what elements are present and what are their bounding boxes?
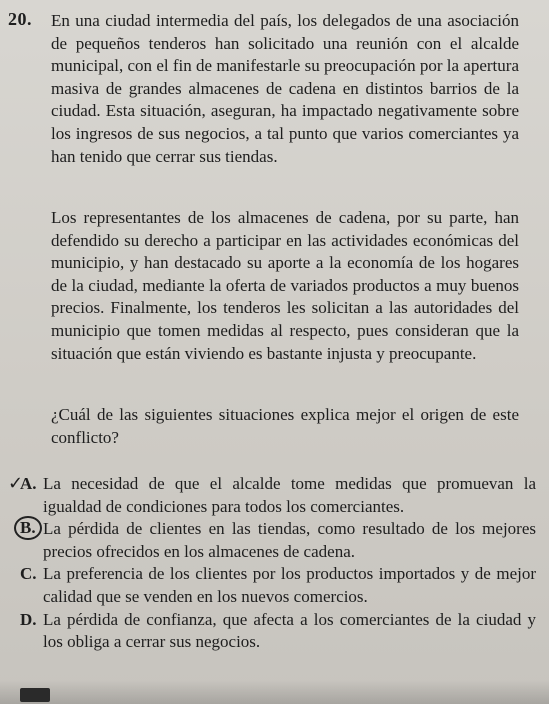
option-letter: D. xyxy=(20,609,37,629)
option-a[interactable] xyxy=(8,473,536,518)
answer-options xyxy=(8,473,536,654)
option-text: La pérdida de confianza, que afecta a los comerciantes de la ciudad y los obliga a cerrar sus negocios. xyxy=(43,609,536,652)
context-paragraph-2: Los representantes de los almacenes de cadena, por su parte, han defendido su derecho a participar en las actividades económicas del municipio, y han destacado su aporte a la economía de los hogares de la ciudad, mediante la oferta de variados productos a muy buenos precios. Finalmente, los tenderos les solicitan a las autoridades del municipio que tomen medidas al respecto, pues consideran que la situación que están viviendo es bastante injusta y preocupante. xyxy=(51,208,519,363)
question-text: ¿Cuál de las siguientes situaciones explica mejor el origen de este conflicto? xyxy=(51,405,519,447)
question-number: 20. xyxy=(8,9,32,29)
check-mark-icon: ✓ xyxy=(8,473,24,494)
option-letter: C. xyxy=(20,564,37,584)
page-edge-mark xyxy=(20,688,50,702)
page-shadow xyxy=(0,680,549,704)
option-letter-circled: B. xyxy=(14,516,42,540)
option-text: La pérdida de clientes en las tiendas, como resultado de los mejores precios ofrecidos en los almacenes de cadena. xyxy=(43,519,536,561)
context-paragraph-1: En una ciudad intermedia del país, los delegados de una asociación de pequeños tenderos han solicitado una reunión con el alcalde municipal, con el fin de manifestarle su preocupación por la apertura masiva de grandes almacenes de cadena en distintos barrios de la ciudad. Esta situación, aseguran, ha impactado negativamente sobre los ingresos de sus negocios, a tal punto que varios comerciantes ya han tenido que cerrar sus tiendas. xyxy=(51,11,519,166)
option-c[interactable] xyxy=(8,563,536,608)
option-letter: A. xyxy=(20,474,37,493)
option-d[interactable] xyxy=(8,609,536,654)
option-text: La preferencia de los clientes por los productos importados y de mejor calidad que se venden en los nuevos comercios. xyxy=(43,564,536,606)
option-b[interactable] xyxy=(8,518,536,563)
option-text: La necesidad de que el alcalde tome medidas que promuevan la igualdad de condiciones para todos los comerciantes. xyxy=(43,474,536,516)
